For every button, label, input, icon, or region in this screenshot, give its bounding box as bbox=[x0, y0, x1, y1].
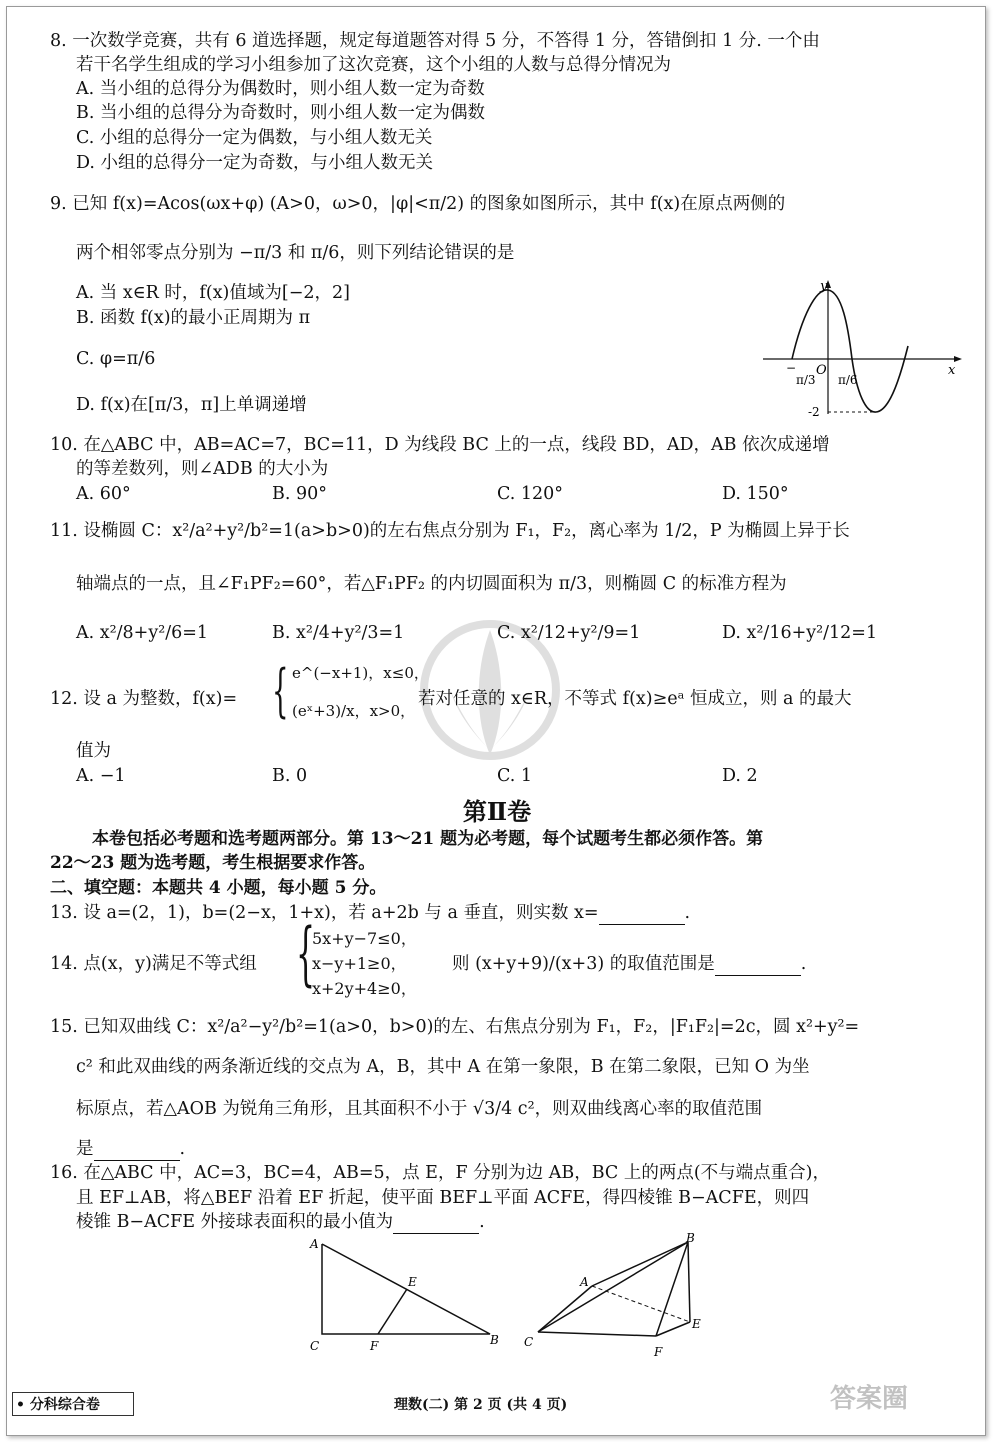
q9-option-b: B. 函数 f(x)的最小正周期为 π bbox=[76, 308, 311, 328]
q8-option-c: C. 小组的总得分一定为偶数，与小组人数无关 bbox=[76, 128, 433, 148]
q14-tail bbox=[452, 953, 806, 976]
q11-option-a: A. x²/8+y²/6=1 bbox=[76, 623, 209, 643]
watermark-emblem bbox=[420, 610, 560, 770]
q8-option-d: D. 小组的总得分一定为奇数，与小组人数无关 bbox=[76, 153, 434, 173]
q15-stem4-text: 是 bbox=[76, 1139, 94, 1159]
q9-option-a: A. 当 x∈R 时，f(x)值域为[−2，2] bbox=[76, 283, 350, 303]
fig2-label-e: E bbox=[692, 1317, 701, 1331]
q16-answer-blank[interactable] bbox=[393, 1211, 479, 1234]
q16-stem-line3 bbox=[76, 1211, 485, 1234]
graph-pos-zero: π/6 bbox=[838, 373, 858, 387]
q15-stem-line1: 15. 已知双曲线 C：x²/a²−y²/b²=1(a>0，b>0)的左、右焦点分别为 F₁，F₂，|F₁F₂|=2c，圆 x²+y²= bbox=[50, 1017, 860, 1037]
footer-watermark-logo: 答案圈 bbox=[830, 1384, 909, 1414]
q16-end: . bbox=[479, 1212, 485, 1232]
q15-stem-line3: 标原点，若△AOB 为锐角三角形，且其面积不小于 √3/4 c²，则双曲线离心率的取值范围 bbox=[76, 1099, 763, 1119]
part2-intro-line1: 本卷包括必考题和选考题两部分。第 13～21 题为必考题，每个试题考生都必须作答。第 bbox=[92, 829, 764, 849]
q10-option-c: C. 120° bbox=[497, 484, 564, 504]
graph-neg-zero: π/3 bbox=[796, 373, 816, 387]
footer-left-label: • 分科综合卷 bbox=[16, 1397, 100, 1413]
q14-brace: { bbox=[296, 915, 316, 996]
q12-stem-line1: 12. 设 a 为整数，f(x)= bbox=[50, 689, 238, 709]
q10-option-a: A. 60° bbox=[76, 484, 131, 504]
q12-stem-line2: 若对任意的 x∈R，不等式 f(x)≥eᵃ 恒成立，则 a 的最大 bbox=[418, 689, 852, 709]
q9-cosine-graph bbox=[758, 276, 968, 421]
q14-ineq1: 5x+y−7≤0， bbox=[312, 929, 417, 948]
q15-stem-line4 bbox=[76, 1138, 185, 1161]
section-heading: 二、填空题：本题共 4 小题，每小题 5 分。 bbox=[50, 878, 387, 898]
q16-stem-line1: 16. 在△ABC 中，AC=3，BC=4，AB=5，点 E，F 分别为边 AB，BC 上的两点(不与端点重合)， bbox=[50, 1163, 831, 1183]
q8-stem-line1: 8. 一次数学竞赛，共有 6 道选择题，规定每道题答对得 5 分，不答得 1 分，答错倒扣 1 分. 一个由 bbox=[50, 31, 820, 51]
q16-pyramid-figure bbox=[520, 1232, 720, 1362]
q14-ineq2: x−y+1≥0， bbox=[312, 954, 407, 973]
q15-stem-line2: c² 和此双曲线的两条渐近线的交点为 A，B，其中 A 在第一象限，B 在第二象限，已知 O 为坐 bbox=[76, 1057, 810, 1077]
q12-brace: { bbox=[272, 659, 289, 726]
q12-option-b: B. 0 bbox=[272, 766, 308, 786]
q14-answer-blank[interactable] bbox=[715, 953, 801, 976]
q10-option-b: B. 90° bbox=[272, 484, 328, 504]
q10-stem-line2: 的等差数列，则∠ADB 的大小为 bbox=[76, 459, 329, 479]
q15-end: . bbox=[179, 1139, 186, 1159]
part2-intro-line2: 22～23 题为选考题，考生根据要求作答。 bbox=[50, 853, 376, 873]
footer-page-number: 理数(二) 第 2 页 (共 4 页) bbox=[394, 1397, 568, 1413]
q14-ineq3: x+2y+4≥0， bbox=[312, 979, 417, 998]
graph-neg-sign: − bbox=[786, 361, 797, 375]
part2-title: 第Ⅱ卷 bbox=[462, 797, 532, 826]
q12-stem-line3: 值为 bbox=[76, 741, 111, 761]
q11-option-b: B. x²/4+y²/3=1 bbox=[272, 623, 405, 643]
graph-min-label: -2 bbox=[808, 405, 820, 419]
graph-origin: O bbox=[816, 363, 827, 378]
fig1-label-b: B bbox=[490, 1333, 499, 1347]
graph-y-label: y bbox=[820, 279, 828, 294]
q11-option-c: C. x²/12+y²/9=1 bbox=[497, 623, 641, 643]
q16-stem3-text: 棱锥 B−ACFE 外接球表面积的最小值为 bbox=[76, 1212, 394, 1232]
q9-option-c: C. φ=π/6 bbox=[76, 349, 156, 369]
q14-lead: 14. 点(x，y)满足不等式组 bbox=[50, 954, 257, 974]
q12-option-d: D. 2 bbox=[722, 766, 758, 786]
fig2-label-b: B bbox=[686, 1232, 695, 1245]
q11-stem-line1: 11. 设椭圆 C：x²/a²+y²/b²=1(a>b>0)的左右焦点分别为 F₁，F₂，离心率为 1/2，P 为椭圆上异于长 bbox=[50, 521, 850, 541]
q16-triangle-figure bbox=[300, 1236, 510, 1356]
q12-option-c: C. 1 bbox=[497, 766, 533, 786]
fig1-label-f: F bbox=[370, 1339, 379, 1353]
q16-stem-line2: 且 EF⊥AB，将△BEF 沿着 EF 折起，使平面 BEF⊥平面 ACFE，得四棱锥 B−ACFE，则四 bbox=[76, 1188, 810, 1208]
q14-end: . bbox=[800, 954, 807, 974]
q12-case2: (eˣ+3)/x，x>0， bbox=[292, 702, 416, 720]
q8-option-a: A. 当小组的总得分为偶数时，则小组人数一定为奇数 bbox=[76, 79, 485, 99]
q8-option-b: B. 当小组的总得分为奇数时，则小组人数一定为偶数 bbox=[76, 103, 485, 123]
q13-end: . bbox=[684, 903, 691, 923]
q9-stem-line2: 两个相邻零点分别为 −π/3 和 π/6，则下列结论错误的是 bbox=[76, 243, 515, 263]
fig1-label-e: E bbox=[408, 1275, 417, 1289]
q9-stem-line1: 9. 已知 f(x)=Acos(ωx+φ) (A>0，ω>0，|φ|<π/2) 的图象如图所示，其中 f(x)在原点两侧的 bbox=[50, 194, 786, 214]
q11-option-d: D. x²/16+y²/12=1 bbox=[722, 623, 878, 643]
q13-text bbox=[50, 902, 690, 925]
q11-stem-line2: 轴端点的一点，且∠F₁PF₂=60°，若△F₁PF₂ 的内切圆面积为 π/3，则椭圆 C 的标准方程为 bbox=[76, 574, 787, 594]
q12-option-a: A. −1 bbox=[76, 766, 126, 786]
q13-stem: 13. 设 a=(2，1)，b=(2−x，1+x)，若 a+2b 与 a 垂直，则实数 x= bbox=[50, 903, 599, 923]
fig2-label-f: F bbox=[654, 1345, 663, 1359]
q14-tail-text: 则 (x+y+9)/(x+3) 的取值范围是 bbox=[452, 954, 715, 974]
q8-stem-line2: 若干名学生组成的学习小组参加了这次竞赛，这个小组的人数与总得分情况为 bbox=[76, 55, 671, 75]
fig1-label-a: A bbox=[310, 1237, 319, 1251]
q10-stem-line1: 10. 在△ABC 中，AB=AC=7，BC=11，D 为线段 BC 上的一点，线段 BD，AD，AB 依次成递增 bbox=[50, 435, 830, 455]
q15-answer-blank[interactable] bbox=[94, 1138, 180, 1161]
graph-x-label: x bbox=[948, 363, 956, 378]
q9-option-d: D. f(x)在[π/3，π]上单调递增 bbox=[76, 395, 307, 415]
q13-answer-blank[interactable] bbox=[599, 902, 685, 925]
q10-option-d: D. 150° bbox=[722, 484, 789, 504]
q12-case1: e^(−x+1)，x≤0， bbox=[292, 664, 429, 682]
fig2-label-c: C bbox=[524, 1335, 534, 1349]
fig2-label-a: A bbox=[580, 1275, 589, 1289]
fig1-label-c: C bbox=[310, 1339, 320, 1353]
